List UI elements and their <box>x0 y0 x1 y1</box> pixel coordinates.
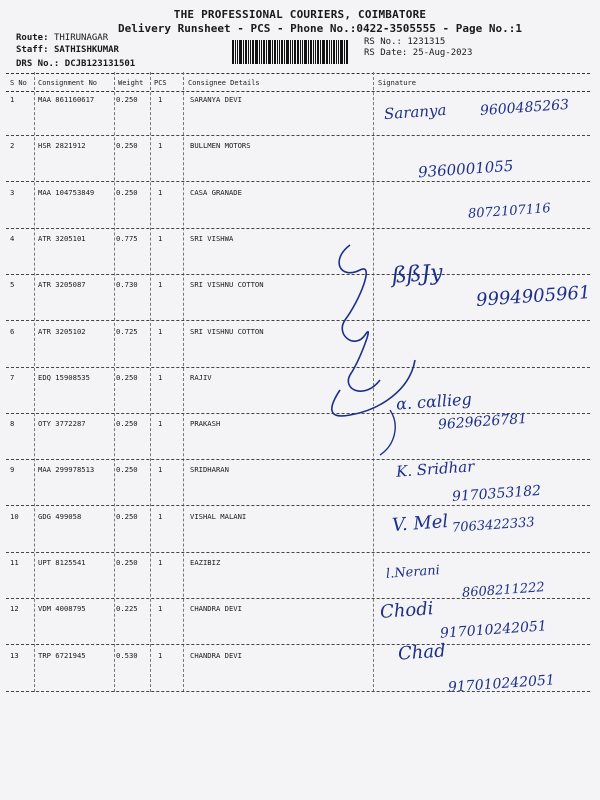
row-divider <box>6 274 590 275</box>
cell-weight: 0.250 <box>116 465 138 475</box>
cell-consignment: TRP 6721945 <box>38 650 86 660</box>
cell-sno: 3 <box>10 187 15 197</box>
header-bottom-rule <box>6 91 590 92</box>
row-divider <box>6 320 590 321</box>
drs-line <box>16 59 135 69</box>
cell-consignee: SARANYA DEVI <box>190 95 242 104</box>
row-divider <box>6 598 590 599</box>
row-divider <box>6 505 590 506</box>
staff-value: SATHISHKUMAR <box>53 45 119 55</box>
signature-11-phone: 8608211222 <box>461 580 546 601</box>
cell-pcs: 1 <box>158 604 163 614</box>
cell-consignee: PRAKASH <box>190 419 221 429</box>
col-header-consignee: Consignee Details <box>188 79 260 87</box>
cell-pcs: 1 <box>158 187 163 197</box>
cell-consignment: VDM 4008795 <box>38 604 86 614</box>
row-divider <box>6 135 590 136</box>
cell-weight: 0.250 <box>116 558 138 567</box>
cell-consignee: RAJIV <box>190 372 212 382</box>
cell-consignment: MAA 104753849 <box>38 187 95 197</box>
cell-pcs: 1 <box>158 372 163 382</box>
col-header-sno: S No <box>10 79 27 87</box>
route-value: THIRUNAGAR <box>53 33 109 43</box>
signature-2-phone: 9360001055 <box>417 156 514 182</box>
cell-consignment: GDG 499058 <box>38 511 82 521</box>
cell-weight: 0.250 <box>116 511 138 521</box>
signature-12-phone: 917010242051 <box>439 618 548 642</box>
signature-1-phone: 9600485263 <box>479 96 570 120</box>
cell-sno: 1 <box>10 95 15 104</box>
col-header-signature: Signature <box>378 79 416 87</box>
row-divider <box>6 459 590 460</box>
signature-9-phone: 9170353182 <box>451 482 542 506</box>
route-label: Route: <box>16 33 49 43</box>
signature-9-name: K. Sridhar <box>395 457 475 481</box>
cell-consignee: VISHAL MALANI <box>190 511 247 521</box>
cell-pcs: 1 <box>158 511 163 521</box>
signature-7-mark: ɑ. cɑllieg <box>395 389 473 414</box>
staff-label: Staff: <box>16 45 49 55</box>
cell-consignment: MAA 299978513 <box>38 465 95 475</box>
cell-consignee: CHANDRA DEVI <box>190 604 242 614</box>
col-header-pcs: PCS <box>154 79 167 87</box>
cell-weight: 0.250 <box>116 187 138 197</box>
cell-sno: 7 <box>10 372 15 382</box>
cell-pcs: 1 <box>158 233 163 243</box>
cell-pcs: 1 <box>158 95 163 104</box>
signature-13-phone: 917010242051 <box>447 672 556 696</box>
cell-weight: 0.775 <box>116 233 138 243</box>
signature-13-mark: Chad <box>397 640 447 665</box>
cell-pcs: 1 <box>158 280 163 290</box>
cell-weight: 0.530 <box>116 650 138 660</box>
cell-weight: 0.250 <box>116 419 138 429</box>
rs-date-value: 25-Aug-2023 <box>412 48 473 58</box>
cell-consignee: CASA GRANADE <box>190 187 242 197</box>
cell-sno: 6 <box>10 326 15 336</box>
drs-value: DCJB123131501 <box>64 59 136 69</box>
signature-3-phone: 8072107116 <box>467 201 552 222</box>
cell-pcs: 1 <box>158 326 163 336</box>
rs-no-line <box>364 37 445 47</box>
signature-11-mark: l.Nerani <box>385 563 441 582</box>
cell-consignment: ATR 3205087 <box>38 280 86 290</box>
signature-10-name: V. Mel <box>391 511 449 536</box>
company-name: THE PROFESSIONAL COURIERS, COIMBATORE <box>173 8 427 21</box>
cell-consignee: CHANDRA DEVI <box>190 650 242 660</box>
rs-no-label: RS No.: <box>364 37 402 47</box>
cell-sno: 11 <box>10 558 19 567</box>
row-divider <box>6 181 590 182</box>
cell-weight: 0.725 <box>116 326 138 336</box>
col-header-consignment: Consignment No <box>38 79 98 87</box>
cell-sno: 10 <box>10 511 19 521</box>
cell-sno: 2 <box>10 141 15 151</box>
cell-consignment: ATR 3205101 <box>38 233 86 243</box>
staff-line <box>16 45 119 55</box>
cell-sno: 13 <box>10 650 19 660</box>
rs-no-value: 1231315 <box>407 37 446 47</box>
cell-pcs: 1 <box>158 419 163 429</box>
cell-consignee: SRI VISHNU COTTON <box>190 280 264 290</box>
cell-weight: 0.250 <box>116 372 138 382</box>
cell-sno: 8 <box>10 419 15 429</box>
cell-consignment: UPT 8125541 <box>38 558 86 567</box>
cell-pcs: 1 <box>158 465 163 475</box>
runsheet-title: Delivery Runsheet - PCS - Phone No.:0422-3505555 - Page No.:1 <box>118 22 522 35</box>
signature-10-phone: 7063422333 <box>451 515 536 536</box>
header-top-rule <box>6 73 590 74</box>
signature-5-mark: ßßJy <box>391 260 444 289</box>
cell-consignment: OTY 3772287 <box>38 419 86 429</box>
cell-sno: 5 <box>10 280 15 290</box>
cell-weight: 0.730 <box>116 280 138 290</box>
cell-weight: 0.250 <box>116 141 138 151</box>
rs-date-line <box>364 48 472 58</box>
cell-consignee: BULLMEN MOTORS <box>190 141 251 151</box>
cell-pcs: 1 <box>158 650 163 660</box>
col-header-weight: Weight <box>118 79 144 87</box>
signature-5-phone: 9994905961 <box>475 282 592 311</box>
signature-12-mark: Chodi <box>379 598 435 623</box>
cell-weight: 0.225 <box>116 604 138 614</box>
cell-pcs: 1 <box>158 141 163 151</box>
cell-pcs: 1 <box>158 558 163 567</box>
row-divider <box>6 367 590 368</box>
cell-consignee: EAZIBIZ <box>190 558 221 567</box>
cell-consignment: EDQ 15908535 <box>38 372 90 382</box>
signature-1-name: Saranya <box>383 100 447 124</box>
barcode-image <box>232 40 356 64</box>
cell-consignment: HSR 2821912 <box>38 141 86 151</box>
route-line <box>16 33 108 43</box>
cell-consignee: SRI VISHNU COTTON <box>190 326 264 336</box>
cell-consignee: SRI VISHWA <box>190 233 234 243</box>
drs-label: DRS No.: <box>16 59 60 69</box>
cell-consignment: MAA 861160617 <box>38 95 95 104</box>
cell-weight: 0.250 <box>116 95 138 104</box>
rs-date-label: RS Date: <box>364 48 408 58</box>
cell-consignment: ATR 3205102 <box>38 326 86 336</box>
row-divider <box>6 228 590 229</box>
row-divider <box>6 644 590 645</box>
row-divider <box>6 552 590 553</box>
cell-sno: 4 <box>10 233 15 243</box>
cell-sno: 12 <box>10 604 19 614</box>
cell-consignee: SRIDHARAN <box>190 465 229 475</box>
cell-sno: 9 <box>10 465 15 475</box>
signature-8-phone: 9629626781 <box>437 410 528 434</box>
